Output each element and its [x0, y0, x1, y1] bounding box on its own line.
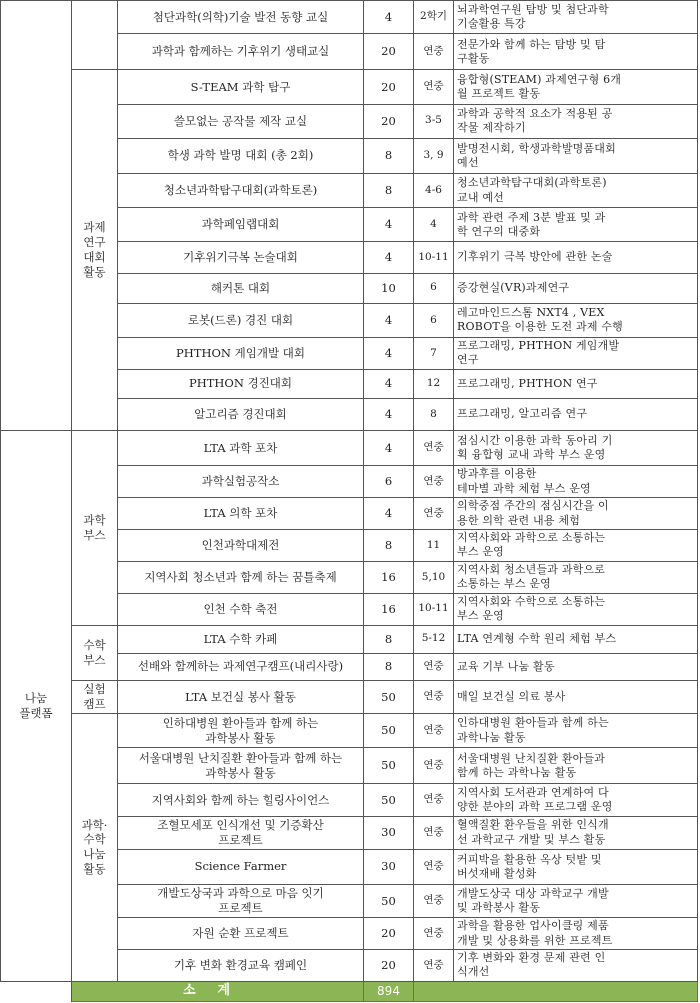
program-name: [118, 816, 364, 849]
schedule-period: 3, 9: [414, 138, 454, 173]
participant-count: 30: [364, 816, 414, 849]
participant-count: 30: [364, 849, 414, 884]
participant-count: 8: [364, 174, 414, 208]
activity-description: [454, 625, 698, 653]
program-name-line: 조혈모세포 인식개선 및 기증확산: [157, 817, 324, 832]
category-label: 나눔: [24, 691, 48, 705]
subtotal-label: 소계: [72, 981, 364, 1001]
description-line: 함께 하는 과학나눔 활동: [457, 765, 577, 779]
program-name: [118, 918, 364, 950]
program-name-line: 프로젝트: [218, 901, 263, 916]
subtotal-row: [1, 981, 698, 1001]
schedule-period: 6: [414, 303, 454, 337]
schedule-period: 4: [414, 208, 454, 242]
schedule-period: 연중: [414, 784, 454, 816]
category-label: 수학: [83, 832, 106, 847]
participant-count: 50: [364, 748, 414, 784]
program-name: S-TEAM 과학 탐구: [118, 70, 364, 104]
program-name-line: 과학봉사 활동: [205, 730, 276, 745]
activity-description: [454, 885, 698, 918]
participant-count: 4: [364, 303, 414, 337]
program-name: 선배와 함께하는 과제연구캠프(내리사랑): [118, 653, 364, 680]
schedule-period: 10-11: [414, 593, 454, 625]
description-line: 전문가와 함께 하는 탐방 및 탐: [457, 37, 606, 51]
schedule-period: 7: [414, 337, 454, 369]
description-line: 지역사회와 수학으로 소통하는: [457, 594, 606, 608]
program-name: 기후위기극복 논술대회: [118, 242, 364, 273]
category-label: 연구: [83, 235, 106, 250]
description-line: 증강현실(VR)과제연구: [457, 281, 570, 295]
schedule-period: 8: [414, 398, 454, 430]
subtotal-filler: [414, 981, 698, 1001]
participant-count: 8: [364, 625, 414, 653]
description-line: 과학나눔 활동: [457, 730, 526, 744]
activity-description: [454, 1, 698, 34]
schedule-period: 연중: [414, 498, 454, 530]
category-label: 캠프: [83, 696, 106, 711]
description-line: 점심시간 이용한 과학 동아리 기: [457, 433, 613, 447]
program-name: 과학페임랩대회: [118, 208, 364, 242]
schedule-period: 12: [414, 369, 454, 398]
subcategory-sharing-activity: [72, 714, 118, 982]
schedule-period: 연중: [414, 70, 454, 104]
subcategory-research-contest: [72, 70, 118, 431]
schedule-period: 연중: [414, 466, 454, 498]
description-line: 과학 관련 주제 3분 발표 및 과: [457, 210, 606, 224]
participant-count: 8: [364, 529, 414, 561]
category-label: 실험: [83, 682, 106, 697]
category-label: 대회: [83, 250, 106, 265]
activity-description: [454, 714, 698, 748]
description-line: 혈액질환 환우들을 위한 인식개: [457, 818, 609, 832]
schedule-period: 2학기: [414, 1, 454, 34]
activity-description: [454, 593, 698, 625]
schedule-period: 연중: [414, 885, 454, 918]
category-label: 활동: [83, 265, 106, 280]
description-line: 개발 및 상용화를 위한 프로젝트: [457, 933, 613, 947]
participant-count: 50: [364, 784, 414, 816]
description-line: 선 과학교구 개발 및 부스 활동: [457, 832, 606, 846]
category-label: 과학·: [81, 817, 108, 832]
description-line: 획 융합형 교내 과학 부스 운영: [457, 448, 606, 462]
subcategory-math-booth: [72, 625, 118, 680]
program-name-line: 개발도상국과 과학으로 마음 잇기: [157, 886, 324, 901]
schedule-period: 4-6: [414, 174, 454, 208]
program-name: 해커톤 대회: [118, 273, 364, 303]
schedule-period: 5-12: [414, 625, 454, 653]
program-name: PHTHON 경진대회: [118, 369, 364, 398]
description-line: 양한 분야의 과학 프로그램 운영: [457, 800, 613, 814]
program-name: 과학실험공작소: [118, 466, 364, 498]
program-name-line: 프로젝트: [218, 832, 263, 847]
activity-description: [454, 398, 698, 430]
activity-description: [454, 816, 698, 849]
participant-count: 4: [364, 498, 414, 530]
schedule-period: 연중: [414, 849, 454, 884]
participant-count: 20: [364, 918, 414, 950]
schedule-period: 연중: [414, 816, 454, 849]
description-line: 기후 변화와 환경 문제 관련 인: [457, 951, 606, 965]
participant-count: 50: [364, 680, 414, 713]
program-name: 로봇(드론) 경진 대회: [118, 303, 364, 337]
activity-description: [454, 562, 698, 594]
description-line: 매일 보건실 의료 봉사: [457, 689, 566, 703]
activity-description: [454, 653, 698, 680]
program-name: 청소년과학탐구대회(과학토론): [118, 174, 364, 208]
table-row: [1, 431, 698, 466]
program-name: 지역사회 청소년과 함께 하는 꿈틀축제: [118, 562, 364, 594]
category-continued: [1, 1, 72, 431]
participant-count: 4: [364, 431, 414, 466]
description-line: 발명전시회, 학생과학발명품대회: [457, 141, 616, 155]
participant-count: 16: [364, 593, 414, 625]
program-name-line: 자원 순환 프로젝트: [192, 926, 289, 941]
description-line: 지역사회 도서관과 연계하여 다: [457, 785, 609, 799]
activity-description: [454, 70, 698, 104]
participant-count: 10: [364, 273, 414, 303]
program-name-line: 과학봉사 활동: [205, 765, 276, 780]
description-line: 교육 기부 나눔 활동: [457, 659, 555, 673]
schedule-period: 연중: [414, 431, 454, 466]
program-name: [118, 784, 364, 816]
table-row: [1, 70, 698, 104]
participant-count: 4: [364, 242, 414, 273]
description-line: 부스 운영: [457, 609, 505, 623]
description-line: 프로그래밍, PHTHON 연구: [457, 376, 598, 390]
participant-count: 20: [364, 34, 414, 70]
description-line: 및 과학봉사 활동: [457, 901, 541, 915]
participant-count: 8: [364, 653, 414, 680]
activity-description: [454, 174, 698, 208]
program-name: [118, 849, 364, 884]
description-line: 커피박을 활용한 옥상 텃밭 및: [457, 852, 602, 866]
description-line: 서울대병원 난치질환 환아들과: [457, 751, 606, 765]
schedule-period: 10-11: [414, 242, 454, 273]
activity-description: [454, 849, 698, 884]
description-line: 버섯재배 활성화: [457, 866, 537, 880]
program-name: 쓸모없는 공작물 제작 교실: [118, 104, 364, 138]
activity-description: [454, 138, 698, 173]
program-name: 과학과 함께하는 기후위기 생태교실: [118, 34, 364, 70]
activity-description: [454, 784, 698, 816]
description-line: 뇌과학연구원 탐방 및 첨단과학: [457, 2, 609, 16]
schedule-period: 연중: [414, 653, 454, 680]
participant-count: 16: [364, 562, 414, 594]
activity-description: [454, 431, 698, 466]
participant-count: 6: [364, 466, 414, 498]
description-line: 작물 제작하기: [457, 121, 526, 135]
description-line: 지역사회 청소년들과 과학으로: [457, 563, 606, 577]
description-line: 의학중점 주간의 점심시간을 이: [457, 499, 609, 513]
activity-description: [454, 949, 698, 981]
description-line: 식개선: [457, 965, 490, 979]
activity-description: [454, 918, 698, 950]
activity-description: [454, 273, 698, 303]
description-line: 학 연구의 대중화: [457, 224, 541, 238]
program-name: 인천과학대제전: [118, 529, 364, 561]
activity-description: [454, 104, 698, 138]
description-line: 프로그래밍, 알고리즘 연구: [457, 407, 588, 421]
program-name: [118, 949, 364, 981]
participant-count: 20: [364, 70, 414, 104]
participant-count: 50: [364, 885, 414, 918]
activity-description: [454, 208, 698, 242]
description-line: 부스 운영: [457, 545, 505, 559]
program-name: 인천 수학 축전: [118, 593, 364, 625]
activity-description: [454, 498, 698, 530]
table-row: [1, 714, 698, 748]
participant-count: 4: [364, 337, 414, 369]
schedule-period: 연중: [414, 714, 454, 748]
activity-description: [454, 242, 698, 273]
program-name-line: 서울대병원 난치질환 환아들과 함께 하는: [138, 750, 343, 765]
description-line: 용한 의학 관련 내용 체험: [457, 513, 581, 527]
activity-description: [454, 466, 698, 498]
activity-description: [454, 748, 698, 784]
program-name-line: 인하대병원 환아들과 함께 하는: [162, 715, 319, 730]
description-line: 과학과 공학적 요소가 적용된 공: [457, 106, 613, 120]
subtotal-value: 894: [364, 981, 414, 1001]
program-name: LTA 의학 포차: [118, 498, 364, 530]
description-line: 프로그래밍, PHTHON 게임개발: [457, 339, 620, 353]
schedule-period: 연중: [414, 949, 454, 981]
program-name: LTA 보건실 봉사 활동: [118, 680, 364, 713]
schedule-period: 연중: [414, 748, 454, 784]
description-line: 융합형(STEAM) 과제연구형 6개: [457, 72, 622, 86]
table-row: [1, 625, 698, 653]
description-line: LTA 연계형 수학 원리 체험 부스: [457, 632, 617, 646]
description-line: 연구: [457, 353, 479, 367]
program-name: 알고리즘 경진대회: [118, 398, 364, 430]
subcategory-science-booth: [72, 431, 118, 626]
description-line: 교내 예선: [457, 190, 505, 204]
description-line: 방과후를 이용한: [457, 467, 537, 481]
category-label: 나눔: [83, 847, 106, 862]
schedule-period: 5,10: [414, 562, 454, 594]
program-name-line: 지역사회와 함께 하는 힐링사이언스: [151, 792, 330, 807]
schedule-period: 6: [414, 273, 454, 303]
description-line: 레고마인드스톰 NXT4 , VEX: [457, 306, 605, 320]
activity-description: [454, 680, 698, 713]
subtotal-blank: [1, 981, 72, 1001]
table-row: [1, 1, 698, 34]
activity-description: [454, 303, 698, 337]
table-row: [1, 680, 698, 713]
category-label: 수학: [83, 637, 106, 652]
participant-count: 4: [364, 398, 414, 430]
participant-count: 4: [364, 208, 414, 242]
description-line: 지역사회와 과학으로 소통하는: [457, 531, 606, 545]
program-name: PHTHON 게임개발 대회: [118, 337, 364, 369]
participant-count: 50: [364, 714, 414, 748]
schedule-period: 연중: [414, 680, 454, 713]
program-name: LTA 과학 포차: [118, 431, 364, 466]
activity-description: [454, 34, 698, 70]
participant-count: 20: [364, 949, 414, 981]
description-line: 과학을 활용한 업사이클링 제품: [457, 919, 609, 933]
description-line: 소통하는 부스 운영: [457, 577, 552, 591]
description-line: 개발도상국 대상 과학교구 개발: [457, 886, 609, 900]
subcategory-continued: [72, 1, 118, 70]
activity-description: [454, 369, 698, 398]
participant-count: 20: [364, 104, 414, 138]
program-name: [118, 714, 364, 748]
program-table-body: [1, 1, 698, 1002]
category-label: 과학: [83, 512, 106, 527]
program-name: [118, 748, 364, 784]
description-line: 인하대병원 환아들과 함께 하는: [457, 716, 609, 730]
participant-count: 8: [364, 138, 414, 173]
subcategory-experiment-camp: [72, 680, 118, 713]
participant-count: 4: [364, 1, 414, 34]
category-sharing-platform: [1, 431, 72, 982]
schedule-period: 연중: [414, 918, 454, 950]
description-line: ROBOT을 이용한 도전 과제 수행: [457, 320, 623, 334]
program-name: 첨단과학(의학)기술 발전 동향 교실: [118, 1, 364, 34]
category-label: 플랫폼: [19, 705, 53, 720]
schedule-period: 연중: [414, 34, 454, 70]
participant-count: 4: [364, 369, 414, 398]
schedule-period: 11: [414, 529, 454, 561]
category-label: 부스: [83, 527, 106, 542]
schedule-period: 3-5: [414, 104, 454, 138]
program-name-line: 기후 변화 환경교육 캠페인: [173, 957, 308, 972]
description-line: 기술활용 특강: [457, 17, 526, 31]
description-line: 월 프로젝트 활동: [457, 87, 541, 100]
category-label: 부스: [83, 652, 106, 667]
category-label: 활동: [83, 862, 106, 877]
program-name: LTA 수학 카페: [118, 625, 364, 653]
category-label: 과제: [83, 220, 106, 235]
activity-description: [454, 529, 698, 561]
program-name-line: Science Farmer: [194, 859, 287, 874]
description-line: 구활동: [457, 51, 490, 65]
program-name: 학생 과학 발명 대회 (총 2회): [118, 138, 364, 173]
description-line: 청소년과학탐구대회(과학토론): [457, 176, 607, 190]
activity-description: [454, 337, 698, 369]
program-name: [118, 885, 364, 918]
description-line: 기후위기 극복 방안에 관한 논술: [457, 250, 613, 264]
description-line: 테마별 과학 체험 부스 운영: [457, 481, 591, 495]
description-line: 예선: [457, 155, 479, 169]
